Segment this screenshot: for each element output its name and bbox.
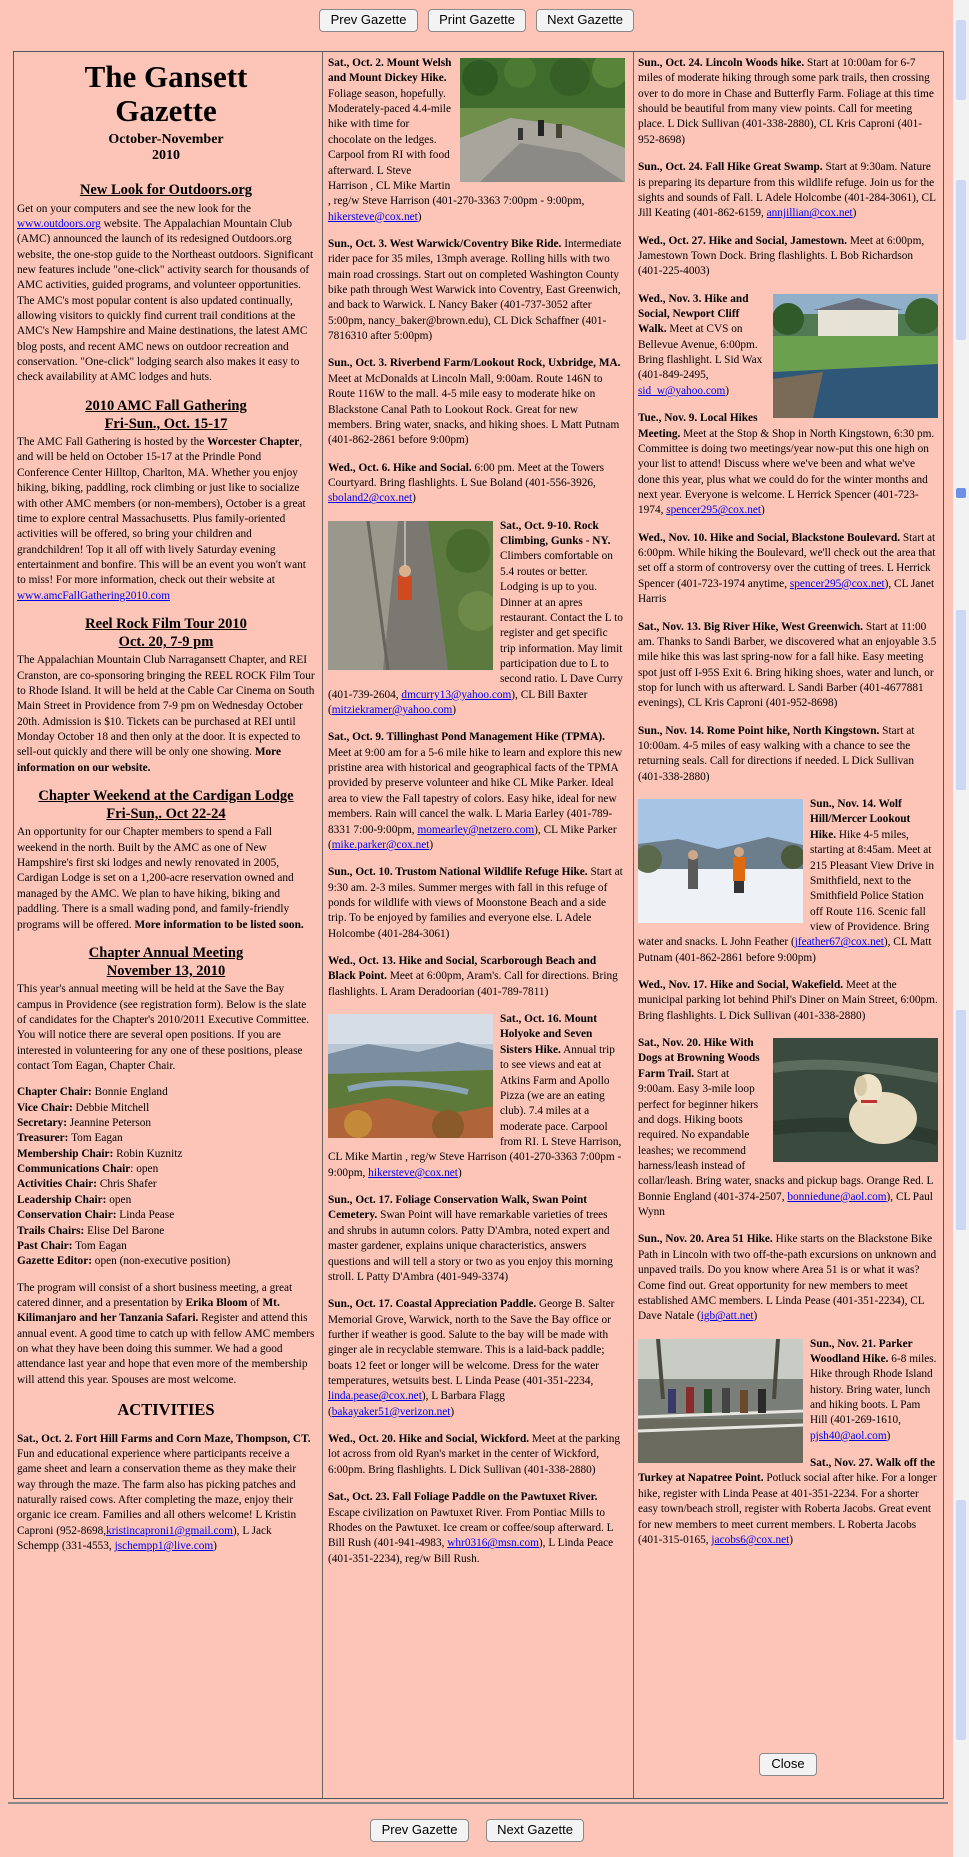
event-newport-cliff-walk: Wed., Nov. 3. Hike and Social, Newport Cliff Walk. Meet at CVS on Bellevue Avenue, 6:00pm. Bring flashlight. L Sid Wax (401-849-2495, sid_w@yahoo.com) Tue., Nov. 9. Local Hikes Meeting. Meet at the Stop & Shop in North Kingstown, 6:30 pm. Committee is doing two meetings/year now-put this one high on your list to attend! Discuss where we've been and what we've done this year, plus what we could do for the winter months and next year. Everyone is welcome. L Herrick Spencer (401-723-1974, spencer295@cox.net): [638, 292, 938, 519]
email-link[interactable]: sboland2@cox.net: [328, 492, 413, 505]
column-divider: [633, 52, 634, 1798]
email-link[interactable]: dmcurry13@yahoo.com: [401, 688, 512, 701]
valley-view-photo: [328, 1014, 493, 1138]
email-link[interactable]: bonniedune@aol.com: [787, 1190, 887, 1203]
print-gazette-button[interactable]: Print Gazette: [428, 9, 526, 32]
event-corn-maze: Sat., Oct. 2. Fort Hill Farms and Corn Maze, Thompson, CT. Fun and educational experience where participants receive a game sheet and learn a conservation theme as they make their way through the maze. The farm also has picking patches and naturally raised cows. After completing the maze, enjoy their organic ice cream. Families and all others welcome! L Kristin Caproni (952-8698,kristincaproni1@gmail.com), L Jack Schempp (331-4553, jschempp1@live.com): [17, 1432, 311, 1553]
gazette-date: October-November 2010: [108, 132, 224, 164]
scrollbar-thumb[interactable]: [956, 610, 966, 790]
prev-gazette-button-bottom[interactable]: Prev Gazette: [370, 1819, 469, 1842]
column-left: [17, 56, 315, 1566]
officer-row: Secretary: Jeannine Peterson: [17, 1117, 152, 1130]
article-annual-meeting: This year's annual meeting will be held at the Save the Bay campus in Providence (see registration form). Below is the slate of candidates for the Chapter's 2010/2011 Executive Committee. You will notice there are several open positions. If you are interested in volunteering for any one of these positions, please contact Tom Eagan, Chapter Chair.: [17, 983, 310, 1072]
email-link[interactable]: hikersteve@cox.net: [328, 210, 418, 223]
email-link[interactable]: kristincaproni1@gmail.com: [106, 1524, 233, 1537]
event-coastal-paddle: Sun., Oct. 17. Coastal Appreciation Paddle. George B. Salter Memorial Grove, Warwick, north to the Save the Bay office or further if weather is good. Salute to the bay will be made with ginger ale in recyclable stemware. This is a laid-back paddle; boats 12 feet or longer will be welcome. Dress for the water temperatures, wetsuits best. L Linda Pease (401-351-2234, linda.pease@cox.net), L Barbara Flagg (bakayaker51@verizon.net): [328, 1298, 615, 1418]
event-scarborough-beach: Wed., Oct. 13. Hike and Social, Scarborough Beach and Black Point. Meet at 6:00pm, Aram's. Call for directions. Bring flashlights. L Aram Deradoorian (401-789-7811): [328, 955, 618, 998]
event-lincoln-woods: Sun., Oct. 24. Lincoln Woods hike. Start at 10:00am for 6-7 miles of moderate hiking through some park trails, then crossing over to do more in Chase and Butterfly Farm. Foliage at this time should be beautiful from many view points. Call for meeting place. L Dick Sullivan (401-338-2880), CL Kris Caproni (401-952-8698): [638, 57, 934, 146]
event-local-hikes-title: Tue., Nov. 9. Local Hikes Meeting.: [638, 412, 758, 440]
officer-row: Chapter Chair: Bonnie England: [17, 1086, 168, 1099]
officer-row: Activities Chair: Chris Shafer: [17, 1178, 157, 1191]
scrollbar-thumb[interactable]: [956, 20, 966, 100]
column-middle: [328, 56, 625, 1579]
event-jamestown: Wed., Oct. 27. Hike and Social, Jamestown. Meet at 6:00pm, Jamestown Town Dock. Bring flashlights. L Bob Richardson (401-225-4003): [638, 234, 925, 278]
article-reel-rock: The Appalachian Mountain Club Narragansett Chapter, and REI Cranston, are co-sponsoring bringing the REEL ROCK Film Tour to Rhode Island. It will be held at the Cable Car Cinema on South Main Street in Providence from 7-9 pm on Wednesday October 20th. Admission is $10. Tickets can be purchased at REI until Monday October 18 and then only at the door. It is expected to sell-out quickly and there will be only one showing. More information on our website.: [17, 654, 315, 774]
officer-row: Gazette Editor: open (non-executive position): [17, 1255, 231, 1268]
column-right: [638, 56, 938, 1560]
email-link[interactable]: pjsh40@aol.com: [810, 1429, 887, 1442]
officer-row: Past Chair: Tom Eagan: [17, 1239, 127, 1252]
rock-climber-photo: [328, 521, 493, 670]
event-mount-welsh: Sat., Oct. 2. Mount Welsh and Mount Dickey Hike. Foliage season, hopefully. Moderately-paced 4.4-mile hike with time for chocolate on the ledges. Carpool from RI with food afterward. L Steve Harrison , CL Mike Martin , reg/w Steve Harrison (401-270-3363 7:00pm - 9:00pm, hikersteve@cox.net): [328, 56, 625, 225]
gazette-title: The Gansett Gazette: [84, 59, 248, 129]
email-link[interactable]: spencer295@cox.net: [789, 577, 885, 590]
event-bike-ride: Sun., Oct. 3. West Warwick/Coventry Bike Ride. Intermediate rider pace for 35 miles, 13mph average. Rolling hills with two main road crossings. Start out on completed Washington County bike path through West Warwick into Coventry, East Greenwich, and back to Warwick. L Nancy Baker (401-737-3052 after 5:00pm, nancy_baker@brown.edu), CL Dick Schaffner (401-7816310 after 5:00pm): [328, 237, 622, 343]
article-annual-program: The program will consist of a short business meeting, a great catered dinner, and a presentation by Erika Bloom of Mt. Kilimanjaro and her Tanzania Safari. Register and attend this annual event. A good time to catch up with fellow AMC members on what they have been doing this summer. We had a good attendance last year and hope that even more of the membership will attend this year. Spouses are most welcome.: [17, 1281, 315, 1386]
scrollbar-thumb[interactable]: [956, 488, 966, 498]
close-button[interactable]: Close: [759, 1753, 817, 1776]
officer-row: Communications Chair: open: [17, 1163, 159, 1176]
event-blackstone-boulevard: Wed., Nov. 10. Hike and Social, Blackstone Boulevard. Start at 6:00pm. While hiking the Boulevard, we'll check out the area that set off a storm of controversy over the cutting of trees. L Herrick Spencer (401-723-1974 anytime, spencer295@cox.net), CL Janet Harris: [638, 531, 936, 606]
event-great-swamp: Sun., Oct. 24. Fall Hike Great Swamp. Start at 9:30am. Nature is preparing its departure from this wildlife refuge. Join us for the sights and sounds of Fall. L Adele Holcombe (401-284-3061), CL Jill Keating (401-862-6159, annjillian@cox.net): [638, 161, 936, 220]
event-area-51: Sun., Nov. 20. Area 51 Hike. Hike starts on the Blackstone Bike Path in Lincoln with two off-the-path excursions on unknown and unpaved trails. Do you know where Area 51 is or what it was? Come find out. Great opportunity for new members to meet established AMC members. L Linda Pease (401-351-2234), CL Dave Natale (igb@att.net): [638, 1233, 937, 1323]
page-scrollbar[interactable]: [953, 0, 969, 1857]
email-link[interactable]: bakayaker51@verizon.net: [331, 1405, 451, 1418]
officer-row: Conservation Chair: Linda Pease: [17, 1209, 175, 1222]
event-parker-woodland: Sun., Nov. 21. Parker Woodland Hike. 6-8 miles. Hike through Rhode Island history. Bring water, lunch and hiking boots. L Pam Hill (401-269-1610, pjsh40@aol.com) Sat., Nov. 27. Walk off the Turkey at Napatree Point. Potluck social after hike. For a longer hike, register with Linda Pease at 401-351-2234. For a shorter easy town/beach stroll, register with Roberta Jacobs. Great event for new members to meet current members. L Roberta Jacobs (401-315-0165, jacobs6@cox.net): [638, 1337, 937, 1546]
email-link[interactable]: jacobs6@cox.net: [711, 1533, 790, 1546]
section-title-outdoors: New Look for Outdoors.org: [79, 182, 253, 199]
event-wakefield: Wed., Nov. 17. Hike and Social, Wakefield. Meet at the municipal parking lot behind Phil's Diner on Main Street, 6:00pm. Bring flashlights. L Dick Sullivan (401-338-2880): [638, 979, 938, 1022]
event-swan-point: Sun., Oct. 17. Foliage Conservation Walk, Swan Point Cemetery. Swan Point will have remarkable varieties of trees and shrubs in autumn colors. Patty D'Ambra, noted expert and master gardener, explains unique characteristics, answers questions and will tell a story or two as you enjoy this morning stroll. L Patty D'Ambra (401-949-3374): [328, 1194, 613, 1283]
event-riverbend-farm: Sun., Oct. 3. Riverbend Farm/Lookout Rock, Uxbridge, MA. Meet at McDonalds at Lincoln Mall, 9:00am. Route 146N to Route 116W to the mall. 4-5 mile easy to moderate hike on Blackstone Canal Path to Lookout Rock. Great for new members. Bring water, snacks, and hiking shoes. L Matt Putnam (401-862-2861 before 9:00pm): [328, 357, 621, 447]
fall-gathering-link[interactable]: www.amcFallGathering2010.com: [17, 589, 170, 602]
prev-gazette-button[interactable]: Prev Gazette: [319, 9, 418, 32]
bottom-divider: [8, 1802, 948, 1804]
email-link[interactable]: hikersteve@cox.net: [368, 1166, 458, 1179]
section-title-fall-gathering: 2010 AMC Fall Gathering Fri-Sun., Oct. 15-17: [85, 397, 247, 432]
article-fall-gathering: The AMC Fall Gathering is hosted by the Worcester Chapter, and will be held on October 15-17 at the Prindle Pond Conference Center Hilltop, Charlton, MA. Whether you enjoy hiking, biking, paddling, rock climbing or just like to socialize with other AMC members (or non-members), October is a great time to explore central Massachusetts. Plus family-oriented activities will be offered, so bring your children and grandchildren! Top it all off with lively Saturday evening entertainment and bonfire. This will be an event you won't want to miss! For more information, check out their website at www.amcFallGathering2010.com: [17, 436, 306, 602]
event-hike-social-towers: Wed., Oct. 6. Hike and Social. 6:00 pm. Meet at the Towers Courtyard. Bring flashlights. L Sue Boland (401-556-3926, sboland2@cox.net): [328, 461, 605, 505]
section-title-annual-meeting: Chapter Annual Meeting November 13, 2010: [88, 944, 244, 980]
snowy-hikers-photo: [638, 799, 803, 923]
next-gazette-button[interactable]: Next Gazette: [536, 9, 634, 32]
email-link[interactable]: igb@att.net: [700, 1310, 754, 1323]
email-link[interactable]: whr0316@msn.com: [447, 1537, 539, 1550]
officer-row: Leadership Chair: open: [17, 1193, 132, 1206]
scrollbar-thumb[interactable]: [956, 1010, 966, 1230]
event-napatree-title: Sat., Nov. 27. Walk off the Turkey at Napatree Point.: [638, 1457, 936, 1485]
event-wolf-hill: Sun., Nov. 14. Wolf Hill/Mercer Lookout Hike. Hike 4-5 miles, starting at 8:45am. Meet at 215 Pleasant View Drive in Smithfield, next to the Smithfield Police Station off Route 116. Scenic fall view of Providence. Bring water and snacks. L John Feather (jfeather67@cox.net), CL Matt Putnam (401-862-2861 before 9:00pm): [638, 797, 938, 966]
officer-row: Membership Chair: Robin Kuznitz: [17, 1147, 183, 1160]
event-wickford: Wed., Oct. 20. Hike and Social, Wickford. Meet at the parking lot across from old Ryan's market in the center of Wickford, 6:00pm. Bring flashlights. L Dick Sullivan (401-338-2880): [328, 1433, 621, 1476]
newport-mansion-photo: [773, 294, 938, 418]
email-link[interactable]: momearley@netzero.com: [417, 823, 535, 836]
event-tillinghast-pond: Sat., Oct. 9. Tillinghast Pond Management Hike (TPMA). Meet at 9:00 am for a 5-6 mile hike to learn and explore this new pristine area with historical and geographical facts of the TPMA provided by preserve volunteer and hike CL Mike Parker. Ideal area to view the Fall tapestry of colors. Easy hike, ideal for new members. Rain will cancel the walk. L Maria Earley (401-789-8331 7:00-9:00pm, momearley@netzero.com), CL Mike Parker (mike.parker@cox.net): [328, 731, 623, 851]
officer-row: Trails Chairs: Elise Del Barone: [17, 1224, 165, 1237]
officer-slate: [17, 1085, 315, 1269]
email-link[interactable]: sid_w@yahoo.com: [638, 384, 726, 397]
email-link[interactable]: annjillian@cox.net: [766, 207, 853, 220]
scrollbar-thumb[interactable]: [956, 180, 966, 340]
section-title-cardigan-lodge: Chapter Weekend at the Cardigan Lodge Fri-Sun,. Oct 22-24: [38, 788, 294, 823]
email-link[interactable]: spencer295@cox.net: [666, 504, 762, 517]
group-on-bridge-photo: [638, 1339, 803, 1463]
article-cardigan-lodge: An opportunity for our Chapter members to spend a Fall weekend in the north. Built by the AMC as one of New Hampshire's first ski lodges and newly renovated in 2005, Cardigan Lodge is set on a 1,200-acre reservation owned and managed by the AMC. We plan to have hiking, biking and paddling. There is a small wading pond, and family-friendly programs will be offered. More information to be listed soon.: [17, 826, 304, 931]
email-link[interactable]: mike.parker@cox.net: [331, 838, 430, 851]
event-mount-holyoke: Sat., Oct. 16. Mount Holyoke and Seven Sisters Hike. Annual trip to see views and eat at Atkins Farm and Apollo Pizza (we are an eating club). 7.4 miles at a moderate pace. Carpool from RI. L Steve Harrison, CL Mike Martin , reg/w Steve Harrison (401-270-3363 7:00pm - 9:00pm, hikersteve@cox.net): [328, 1013, 622, 1179]
email-link[interactable]: linda.pease@cox.net: [328, 1390, 422, 1403]
event-pawtuxet-paddle: Sat., Oct. 23. Fall Foliage Paddle on the Pawtuxet River. Escape civilization on Pawtuxet River. From Pontiac Mills to Rhodes on the Pawtuxet. Ice cream or coffee/soup afterward. L Bill Rush (401-941-4983, whr0316@msn.com), L Linda Peace (401-351-2234), reg/w Bill Rush.: [328, 1491, 614, 1565]
event-hike-with-dogs: Sat., Nov. 20. Hike With Dogs at Browning Woods Farm Trail. Start at 9:00am. Easy 3-mile loop perfect for beginner hikers and dogs. Hiking boots required. No expandable leashes; we recommend harness/leash instead of collar/leash. Bring water, snacks and pickup bags. Orange Red. L Bonnie England (401-374-2507, bonniedune@aol.com), CL Paul Wynn: [638, 1036, 938, 1220]
event-rome-point: Sun., Nov. 14. Rome Point hike, North Kingstown. Start at 10:00am. 4-5 miles of easy walking with a chance to see the returning seals. Call for directions if needed. L Dick Sullivan (401-338-2880): [638, 724, 915, 783]
section-title-reel-rock: Reel Rock Film Tour 2010 Oct. 20, 7-9 pm: [85, 616, 247, 651]
hikers-on-ledge-photo: [460, 58, 625, 182]
outdoors-link[interactable]: www.outdoors.org: [17, 217, 101, 230]
event-big-river: Sat., Nov. 13. Big River Hike, West Greenwich. Start at 11:00 am. Thanks to Sandi Barber, we discovered what an enjoyable 3.5 mile hike this was last spring-now for a fall hike. Easy meeting spot just off I-95S Exit 6. Bring hiking shoes, water and lunch, or stop for lunch with us afterward. L Sandi Barber (401-4677881 evenings), CL Kris Caproni (401-952-8698): [638, 620, 937, 710]
article-outdoors: Get on your computers and see the new look for the www.outdoors.org website. The Appalachian Mountain Club (AMC) announced the launch of its redesigned Outdoors.org website, the one-stop guide to the Northeast outdoors. Significant new features include "one-click" activity search for thousands of AMC activities, guided programs, and volunteer opportunities. The AMC's most popular content is also updated continually, allowing visitors to quickly find current trail conditions at the AMC's New Hampshire and Maine destinations, the latest AMC blog posts, and recent AMC news on outdoor recreation and conservation. "One-click" lodging search also makes it easy to check availability at AMC lodges and huts.: [17, 202, 314, 384]
officer-row: Vice Chair: Debbie Mitchell: [17, 1101, 150, 1114]
dog-in-water-photo: [773, 1038, 938, 1162]
event-trustom-refuge: Sun., Oct. 10. Trustom National Wildlife Refuge Hike. Start at 9:30 am. 2-3 miles. Summer merges with fall in this refuge of ponds for wildlife with views of Moonstone Beach and a side trip. To be enjoyed by families and everyone else. L Adele Holcombe (401-284-3061): [328, 866, 623, 940]
event-rock-climbing: Sat., Oct. 9-10. Rock Climbing, Gunks - NY. Climbers comfortable on 5.4 routes or better. Lodging is up to you. Dinner at an apres restaurant. Contact the L to register and get specific trip information. May limit participation due to L to second ratio. L Dave Curry (401-739-2604, dmcurry13@yahoo.com), CL Bill Baxter (mitziekramer@yahoo.com): [328, 519, 623, 717]
email-link[interactable]: jfeather67@cox.net: [794, 936, 884, 949]
column-divider: [322, 52, 323, 1798]
email-link[interactable]: mitziekramer@yahoo.com: [331, 704, 453, 717]
officer-row: Treasurer: Tom Eagan: [17, 1132, 123, 1145]
email-link[interactable]: jschempp1@live.com: [114, 1540, 214, 1553]
next-gazette-button-bottom[interactable]: Next Gazette: [486, 1819, 584, 1842]
scrollbar-thumb[interactable]: [956, 1500, 966, 1740]
activities-heading: ACTIVITIES: [117, 1400, 215, 1420]
